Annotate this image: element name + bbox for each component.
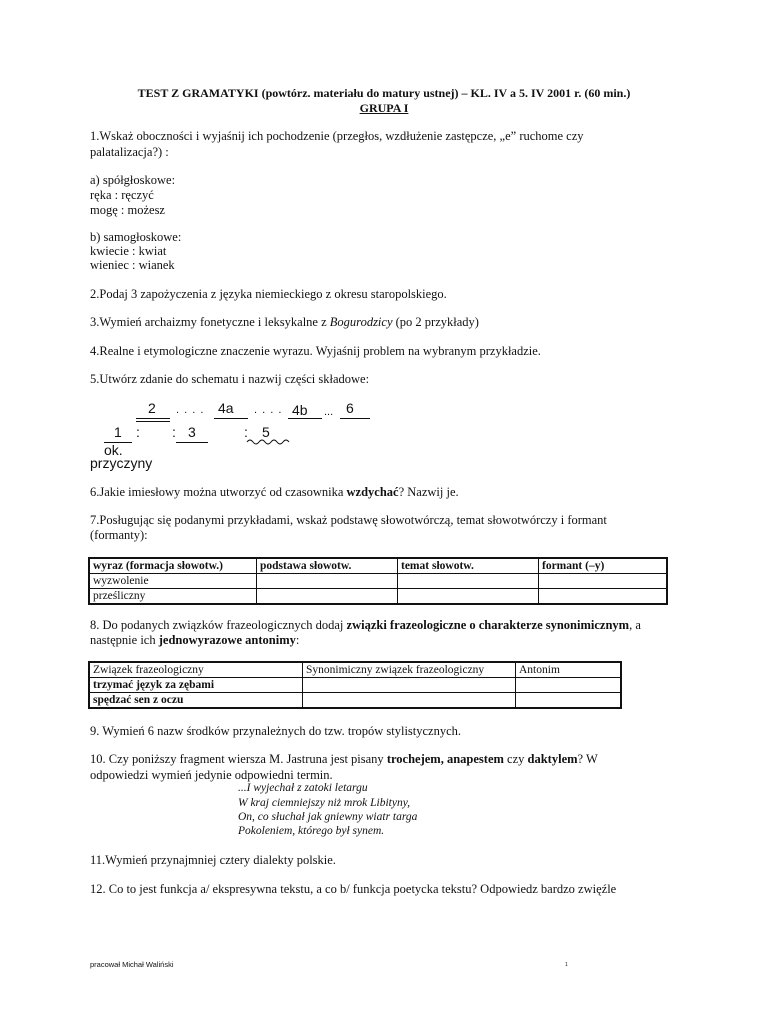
table-row: [89, 589, 667, 605]
question-2: 2.Podaj 3 zapożyczenia z języka niemieckiego z okresu staropolskiego.: [90, 287, 447, 301]
table-row: [89, 574, 667, 589]
schema-line-2b: [136, 421, 170, 422]
table-header-row: [89, 662, 621, 678]
question-7-line1: 7.Posługując się podanymi przykładami, wskaż podstawę słowotwórczą, temat słowotwórczy i formant: [90, 513, 607, 527]
schema-part-5: 5: [262, 424, 270, 440]
table-cell-empty[interactable]: [516, 678, 622, 693]
question-4: 4.Realne i etymologiczne znaczenie wyrazu. Wyjaśnij problem na wybranym przykładzie.: [90, 344, 541, 358]
table-row: [89, 693, 621, 709]
table-row: [89, 678, 621, 693]
schema-part-4a: 4a: [218, 400, 234, 416]
question-7-line2: (formanty):: [90, 528, 148, 542]
table-header-cell: Synonimiczny związek frazeologiczny: [303, 662, 516, 678]
table-cell-empty[interactable]: [398, 589, 539, 605]
schema-part-6: 6: [346, 400, 354, 416]
question-5: 5.Utwórz zdanie do schematu i nazwij części składowe:: [90, 372, 370, 386]
table-header-cell: temat słowotw.: [398, 558, 539, 574]
poem-line: W kraj ciemniejszy niż mrok Libityny,: [238, 797, 411, 809]
schema-part-2: 2: [148, 400, 156, 416]
table-cell-word: prześliczny: [89, 589, 257, 605]
phraseology-table: [88, 661, 622, 709]
table-cell-phrase: spędzać sen z oczu: [89, 693, 303, 709]
table-cell-empty[interactable]: [303, 693, 516, 709]
question-1-b-item: wieniec : wianek: [90, 258, 175, 272]
question-1-a-item: ręka : ręczyć: [90, 188, 154, 202]
table-cell-empty[interactable]: [257, 589, 398, 605]
table-header-cell: formant (–y): [539, 558, 668, 574]
question-1-a-item: mogę : możesz: [90, 203, 165, 217]
page-title: TEST Z GRAMATYKI (powtórz. materiału do matury ustnej) – KL. IV a 5. IV 2001 r. (60 min.): [137, 86, 631, 100]
question-8-line1: 8. Do podanych związków frazeologicznych dodaj związki frazeologiczne o charakterze synonimicznym, a: [90, 618, 641, 632]
table-header-row: [89, 558, 667, 574]
sentence-schema: [88, 398, 408, 474]
table-header-cell: Antonim: [516, 662, 622, 678]
question-1-a-label: a) spółgłoskowe:: [90, 173, 176, 187]
schema-colon: :: [136, 424, 140, 440]
question-6: 6.Jakie imiesłowy można utworzyć od czasownika wzdychać? Nazwij je.: [90, 485, 459, 499]
schema-dots: ...: [324, 406, 334, 418]
question-1-line2: palatalizacja?) :: [90, 145, 169, 159]
table-header-cell: wyraz (formacja słowotw.): [89, 558, 257, 574]
question-12: 12. Co to jest funkcja a/ ekspresywna tekstu, a co b/ funkcja poetycka tekstu? Odpowiedz bardzo zwięźle: [90, 882, 617, 896]
poem-line: Pokoleniem, którego był synem.: [238, 825, 385, 837]
schema-part-1: 1: [114, 424, 122, 440]
table-cell-empty[interactable]: [516, 693, 622, 709]
schema-przyczyny-label: przyczyny: [90, 455, 153, 471]
schema-colon: :: [244, 424, 248, 440]
schema-ok-label: ok.: [104, 442, 123, 458]
footer-author: pracował Michał Waliński: [90, 960, 174, 969]
schema-part-4b: 4b: [292, 402, 308, 418]
table-cell-empty[interactable]: [539, 589, 668, 605]
poem-line: On, co słuchał jak gniewny wiatr targa: [238, 811, 418, 823]
question-3: 3.Wymień archaizmy fonetyczne i leksykalne z Bogurodzicy (po 2 przykłady): [90, 315, 479, 329]
footer-page-number: 1: [565, 962, 568, 968]
table-cell-empty[interactable]: [303, 678, 516, 693]
question-11: 11.Wymień przynajmniej cztery dialekty polskie.: [90, 853, 336, 867]
question-9: 9. Wymień 6 nazw środków przynależnych do tzw. tropów stylistycznych.: [90, 724, 462, 738]
schema-line-4b: [288, 418, 322, 419]
schema-line-3: [176, 442, 208, 443]
table-header-cell: Związek frazeologiczny: [89, 662, 303, 678]
question-10-line1: 10. Czy poniższy fragment wiersza M. Jastruna jest pisany trochejem, anapestem czy daktylem? W: [90, 752, 598, 766]
schema-line-2: [136, 418, 170, 419]
table-header-cell: podstawa słowotw.: [257, 558, 398, 574]
group-label: GRUPA I: [359, 101, 409, 115]
table-cell-empty[interactable]: [539, 574, 668, 589]
question-1-b-label: b) samogłoskowe:: [90, 230, 182, 244]
table-cell-empty[interactable]: [257, 574, 398, 589]
question-1-line1: 1.Wskaż oboczności i wyjaśnij ich pochodzenie (przegłos, wzdłużenie zastępcze, „e” ruchome czy: [90, 129, 584, 143]
schema-dots: . . . .: [254, 404, 283, 416]
schema-wavy-line: [246, 438, 290, 446]
table-cell-word: wyzwolenie: [89, 574, 257, 589]
table-cell-phrase: trzymać język za zębami: [89, 678, 303, 693]
word-formation-table: [88, 557, 668, 605]
table-cell-empty[interactable]: [398, 574, 539, 589]
question-8-line2: następnie ich jednowyrazowe antonimy:: [90, 633, 300, 647]
question-10-line2: odpowiedzi wymień jedynie odpowiedni termin.: [90, 768, 333, 782]
schema-line-4a: [214, 418, 248, 419]
schema-colon: :: [172, 424, 176, 440]
poem-line: ...I wyjechał z zatoki letargu: [238, 782, 368, 794]
question-1-b-item: kwiecie : kwiat: [90, 244, 167, 258]
schema-dots: . . . .: [176, 404, 205, 416]
schema-part-3: 3: [188, 424, 196, 440]
schema-line-6: [340, 418, 370, 419]
